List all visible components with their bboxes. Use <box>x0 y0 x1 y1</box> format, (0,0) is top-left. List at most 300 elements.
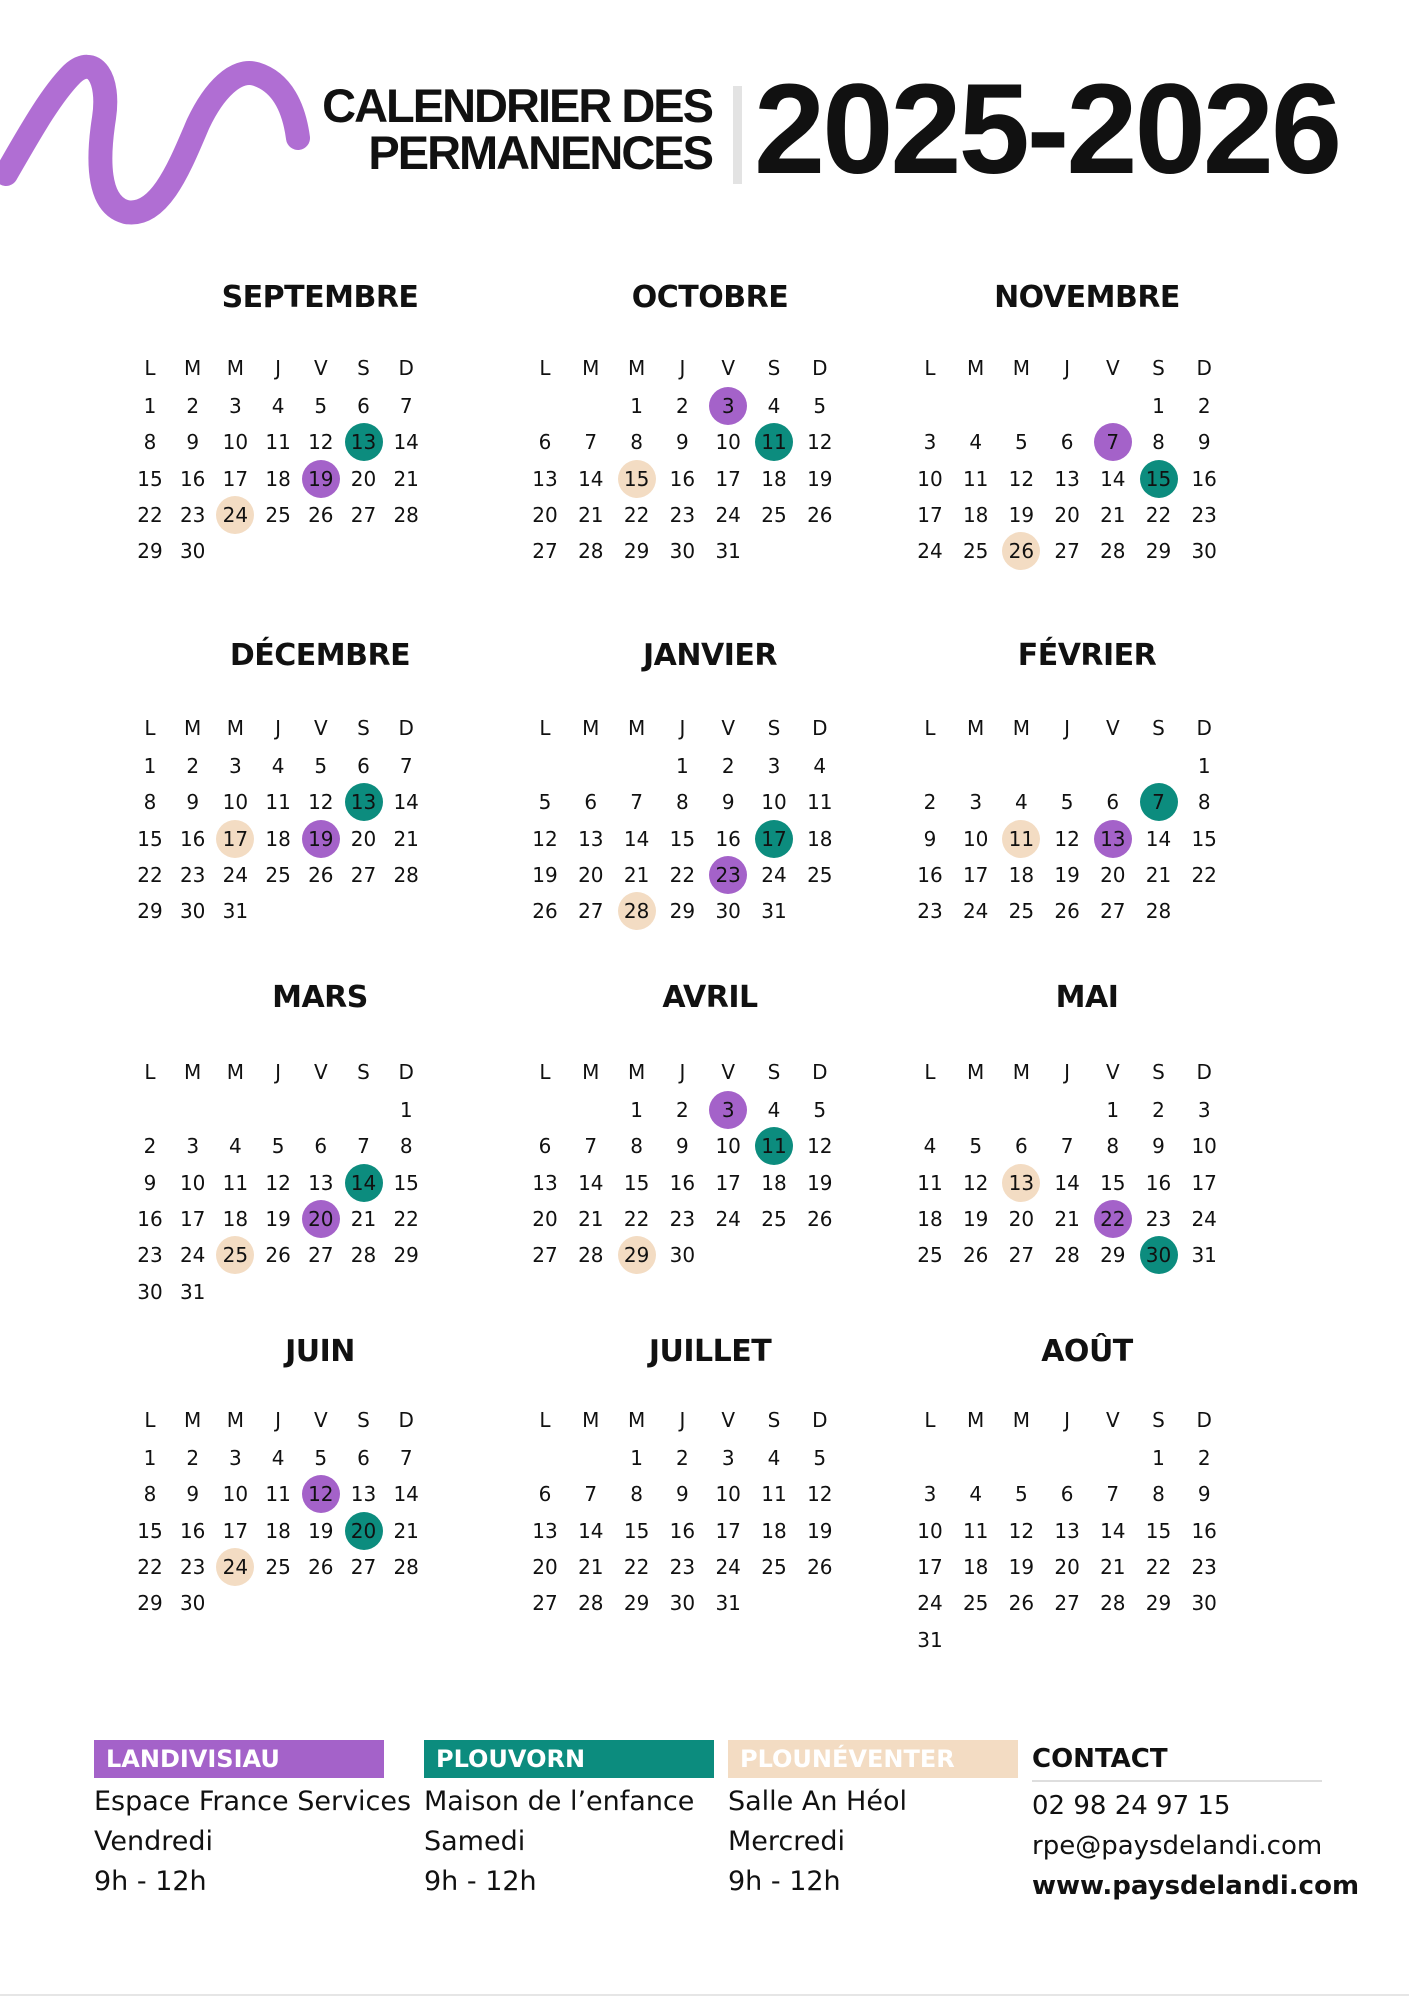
calendar-day: 24 <box>761 862 787 887</box>
weekday-label: D <box>398 356 414 380</box>
calendar-day: 7 <box>584 1134 598 1159</box>
calendar-day: 4 <box>229 1134 242 1159</box>
calendar-day: 27 <box>350 1554 377 1579</box>
calendar-day: 4 <box>969 1482 983 1507</box>
calendar-day: 10 <box>715 1482 741 1507</box>
calendar-day: 15 <box>137 1518 163 1543</box>
calendar-day: 21 <box>623 862 650 887</box>
calendar-day: 15 <box>137 826 163 851</box>
calendar-day: 22 <box>1191 862 1217 887</box>
weekday-label: L <box>144 1060 156 1084</box>
weekday-label: L <box>924 1060 936 1084</box>
calendar-day: 10 <box>962 826 989 851</box>
calendar-day: 21 <box>393 1518 419 1543</box>
calendar-day: 28 <box>393 502 419 527</box>
calendar-day: 1 <box>1197 754 1211 778</box>
weekday-label: S <box>767 1060 781 1084</box>
weekday-label: J <box>275 1060 282 1084</box>
permanence-day-plouvorn: 14 <box>345 1168 383 1198</box>
calendar-day: 29 <box>623 539 650 564</box>
calendar-day: 2 <box>676 1446 689 1470</box>
calendar-day: 11 <box>761 1482 787 1507</box>
calendar-day: 5 <box>813 394 827 418</box>
calendar-day: 8 <box>143 790 157 815</box>
weekday-label: J <box>275 716 282 740</box>
calendar-day: 6 <box>357 754 370 778</box>
calendar-day: 6 <box>357 394 370 418</box>
calendar-day: 21 <box>1145 862 1172 887</box>
calendar-day: 2 <box>186 394 200 418</box>
calendar-day: 16 <box>1191 466 1217 491</box>
calendar-day: 24 <box>1191 1206 1217 1231</box>
calendar-day: 3 <box>229 754 242 778</box>
calendar-day: 26 <box>807 1554 833 1579</box>
calendar-day: 27 <box>350 862 377 887</box>
calendar-day: 16 <box>179 826 206 851</box>
calendar-day: 7 <box>584 1482 598 1507</box>
calendar-day: 14 <box>623 826 650 851</box>
calendar-day: 9 <box>186 790 200 815</box>
calendar-day: 1 <box>1106 1098 1120 1122</box>
calendar-day: 29 <box>137 539 163 564</box>
calendar-day: 18 <box>962 1554 989 1579</box>
calendar-day: 18 <box>761 1518 787 1543</box>
calendar-day: 27 <box>1100 899 1126 924</box>
permanence-day-landivisiau: 12 <box>302 1479 340 1509</box>
month-title: JANVIER <box>643 638 777 673</box>
calendar-day: 19 <box>807 1170 833 1195</box>
calendar-day: 8 <box>143 1482 157 1507</box>
contact-block <box>1032 1740 1360 1906</box>
calendar-day: 18 <box>807 826 833 851</box>
calendar-day: 22 <box>1145 1554 1172 1579</box>
calendar-day: 6 <box>1015 1134 1028 1159</box>
calendar-day: 5 <box>314 1446 328 1470</box>
calendar-day: 31 <box>1191 1243 1217 1268</box>
calendar-day: 11 <box>917 1170 943 1195</box>
weekday-label: M <box>226 1060 245 1084</box>
site-plouneventer-day: Mercredi <box>728 1826 846 1857</box>
calendar-day: 27 <box>1054 1591 1080 1616</box>
calendar-day: 12 <box>308 430 334 455</box>
calendar-day: 3 <box>721 1446 735 1470</box>
permanence-day-plouvorn: 11 <box>755 1131 793 1161</box>
calendar-day: 26 <box>308 1554 334 1579</box>
calendar-day: 31 <box>715 1591 741 1616</box>
weekday-label: V <box>721 1060 736 1084</box>
calendar-day: 4 <box>271 394 285 418</box>
site-landivisiau-hours: 9h - 12h <box>94 1866 207 1897</box>
calendar-day: 10 <box>715 430 741 455</box>
calendar-day: 21 <box>393 466 419 491</box>
calendar-day: 22 <box>623 502 650 527</box>
calendar-day: 9 <box>676 1482 689 1507</box>
calendar-day: 10 <box>222 790 249 815</box>
month-title: JUIN <box>285 1334 355 1369</box>
calendar-day: 10 <box>1191 1134 1217 1159</box>
calendar-day: 28 <box>578 1243 604 1268</box>
month-title: AVRIL <box>662 980 758 1015</box>
calendar-day: 30 <box>179 539 206 564</box>
calendar-day: 10 <box>917 466 943 491</box>
calendar-day: 27 <box>578 899 604 924</box>
calendar-day: 21 <box>350 1206 377 1231</box>
calendar-day: 13 <box>1054 466 1080 491</box>
calendar-day: 18 <box>962 502 989 527</box>
calendar-day: 9 <box>676 1134 689 1159</box>
weekday-label: J <box>1064 1408 1071 1432</box>
calendar-day: 14 <box>1100 466 1126 491</box>
calendar-day: 19 <box>807 1518 833 1543</box>
site-plouneventer-place: Salle An Héol <box>728 1786 907 1817</box>
calendar-day: 27 <box>1008 1243 1035 1268</box>
calendar-day: 21 <box>1100 1554 1126 1579</box>
permanence-day-landivisiau: 3 <box>709 1095 747 1125</box>
month-title: JUILLET <box>648 1334 772 1369</box>
calendar-day: 30 <box>179 1591 206 1616</box>
weekday-label: M <box>582 356 600 380</box>
calendar-day: 21 <box>578 502 604 527</box>
weekday-label: M <box>967 1060 985 1084</box>
calendar-day: 3 <box>229 394 242 418</box>
site-plouneventer-banner: PLOUNÉVENTER <box>728 1740 1018 1778</box>
calendar-day: 28 <box>578 1591 604 1616</box>
calendar-day: 23 <box>179 862 206 887</box>
calendar-day: 23 <box>1191 502 1217 527</box>
calendar-day: 19 <box>1008 1554 1035 1579</box>
bottom-rule <box>0 1994 1409 1996</box>
legend-footer <box>0 1740 1409 1940</box>
calendar-day: 4 <box>271 754 285 778</box>
calendar-day: 31 <box>715 539 741 564</box>
calendar-day: 28 <box>1100 1591 1126 1616</box>
calendar-day: 29 <box>1145 1591 1172 1616</box>
calendar-day: 14 <box>578 466 604 491</box>
calendar-day: 8 <box>1152 430 1165 455</box>
calendar-day: 6 <box>538 430 552 455</box>
calendar-day: 28 <box>350 1243 377 1268</box>
calendar-day: 24 <box>962 899 989 924</box>
weekday-label: M <box>184 716 202 740</box>
calendar-day: 17 <box>715 1518 741 1543</box>
calendar-day: 25 <box>1008 899 1035 924</box>
calendar-day: 20 <box>532 502 558 527</box>
calendar-day: 17 <box>715 466 741 491</box>
weekday-label: V <box>721 356 736 380</box>
calendar-day: 5 <box>271 1134 285 1159</box>
calendar-day: 4 <box>813 754 827 778</box>
calendar-day: 20 <box>1100 862 1126 887</box>
calendar-day: 7 <box>1106 1482 1120 1507</box>
calendar-day: 15 <box>1191 826 1217 851</box>
weekday-label: J <box>1064 1060 1071 1084</box>
calendar-day: 28 <box>393 1554 419 1579</box>
month-title: NOVEMBRE <box>994 280 1180 315</box>
weekday-label: M <box>184 1060 202 1084</box>
calendar-day: 30 <box>715 899 741 924</box>
weekday-label: S <box>1152 356 1165 380</box>
weekday-label: M <box>627 1408 646 1432</box>
calendar-day: 16 <box>137 1206 163 1231</box>
calendar-day: 11 <box>265 1482 291 1507</box>
calendar-day: 18 <box>222 1206 249 1231</box>
calendar-day: 16 <box>179 1518 206 1543</box>
calendar-day: 14 <box>578 1170 604 1195</box>
calendar-day: 13 <box>532 466 558 491</box>
permanence-day-plouneventer: 11 <box>1002 824 1040 854</box>
calendar-day: 6 <box>1060 1482 1074 1507</box>
calendar-day: 4 <box>767 1098 781 1122</box>
calendar-day: 29 <box>669 899 696 924</box>
calendar-day: 9 <box>186 1482 200 1507</box>
calendar-day: 20 <box>1008 1206 1035 1231</box>
calendar-day: 11 <box>265 790 291 815</box>
calendar-day: 9 <box>923 826 937 851</box>
calendar-day: 23 <box>179 502 206 527</box>
weekday-label: S <box>1152 1408 1165 1432</box>
calendar-day: 22 <box>137 502 163 527</box>
month-title: OCTOBRE <box>631 280 789 315</box>
calendar-day: 20 <box>1054 1554 1080 1579</box>
calendar-day: 22 <box>137 862 163 887</box>
calendar-day: 22 <box>623 1554 650 1579</box>
calendar-day: 7 <box>630 790 643 815</box>
calendar-day: 6 <box>357 1446 370 1470</box>
weekday-label: M <box>1012 716 1031 740</box>
calendar-day: 18 <box>265 826 291 851</box>
weekday-label: J <box>679 1060 686 1084</box>
site-landivisiau-day: Vendredi <box>94 1826 213 1857</box>
calendar-day: 12 <box>1054 826 1080 851</box>
calendar-day: 1 <box>399 1098 413 1122</box>
calendar-day: 10 <box>761 790 787 815</box>
calendar-day: 15 <box>393 1170 419 1195</box>
calendar-day: 14 <box>578 1518 604 1543</box>
site-plouneventer-hours: 9h - 12h <box>728 1866 841 1897</box>
calendar-day: 21 <box>578 1554 604 1579</box>
site-landivisiau <box>94 1740 412 1902</box>
calendar-day: 25 <box>265 502 291 527</box>
calendar-day: 19 <box>962 1206 989 1231</box>
permanence-day-plouneventer: 25 <box>216 1240 254 1270</box>
calendar-day: 23 <box>179 1554 206 1579</box>
calendar-day: 20 <box>532 1554 558 1579</box>
weekday-label: V <box>1105 716 1120 740</box>
calendar-day: 5 <box>1060 790 1074 815</box>
calendar-day: 14 <box>1054 1170 1080 1195</box>
calendar-day: 2 <box>1152 1098 1165 1122</box>
calendar-day: 5 <box>813 1446 827 1470</box>
contact-email[interactable]: rpe@paysdelandi.com <box>1032 1831 1323 1861</box>
calendar-day: 15 <box>137 466 163 491</box>
calendar-day: 17 <box>222 466 249 491</box>
calendar-day: 1 <box>143 394 157 418</box>
calendar-day: 12 <box>807 1134 833 1159</box>
month-title: AOÛT <box>1041 1334 1133 1369</box>
calendar-day: 25 <box>962 539 989 564</box>
calendar-day: 6 <box>1060 430 1074 455</box>
calendar-day: 13 <box>1054 1518 1080 1543</box>
calendar-day: 2 <box>923 790 937 815</box>
calendar-day: 26 <box>962 1243 989 1268</box>
weekday-label: J <box>275 356 282 380</box>
month-title: SEPTEMBRE <box>221 280 419 315</box>
calendar-day: 17 <box>222 1518 249 1543</box>
weekday-label: M <box>184 356 202 380</box>
calendar-day: 21 <box>393 826 419 851</box>
calendar-day: 25 <box>917 1243 943 1268</box>
calendar-day: 14 <box>393 430 419 455</box>
calendar-day: 4 <box>767 1446 781 1470</box>
calendar-day: 12 <box>308 790 334 815</box>
calendar-day: 22 <box>623 1206 650 1231</box>
month-title: MARS <box>272 980 368 1015</box>
permanence-day-plouvorn: 13 <box>345 427 383 457</box>
weekday-label: M <box>184 1408 202 1432</box>
calendar-day: 3 <box>923 430 937 455</box>
weekday-label: M <box>627 1060 646 1084</box>
calendar-day: 10 <box>222 430 249 455</box>
calendar-day: 3 <box>1197 1098 1211 1122</box>
calendar-day: 1 <box>143 1446 157 1470</box>
calendar-day: 4 <box>969 430 983 455</box>
calendar-day: 13 <box>308 1170 334 1195</box>
title-line-2: PERMANENCES <box>368 126 712 179</box>
contact-website[interactable]: www.paysdelandi.com <box>1032 1871 1360 1901</box>
calendar-day: 8 <box>1152 1482 1165 1507</box>
calendar-day: 16 <box>1191 1518 1217 1543</box>
weekday-label: J <box>1064 716 1071 740</box>
weekday-label: V <box>721 716 736 740</box>
calendar-day: 15 <box>623 1170 650 1195</box>
permanence-day-landivisiau: 3 <box>709 391 747 421</box>
month-title: DÉCEMBRE <box>229 638 411 673</box>
calendar-day: 2 <box>676 1098 689 1122</box>
calendar-day: 23 <box>669 502 696 527</box>
permanence-day-plouvorn: 20 <box>345 1516 383 1546</box>
calendar-day: 20 <box>578 862 604 887</box>
weekday-label: M <box>967 1408 985 1432</box>
calendar-day: 19 <box>1054 862 1080 887</box>
calendar-day: 14 <box>1100 1518 1126 1543</box>
weekday-label: L <box>144 716 156 740</box>
calendar-day: 17 <box>917 502 943 527</box>
weekday-label: M <box>226 716 245 740</box>
calendar-day: 10 <box>179 1170 206 1195</box>
calendar-day: 19 <box>308 1518 334 1543</box>
weekday-label: S <box>357 1060 370 1084</box>
site-plouvorn <box>424 1740 714 1902</box>
calendar-day: 25 <box>807 862 833 887</box>
weekday-label: M <box>1012 356 1031 380</box>
calendar-day: 11 <box>807 790 833 815</box>
contact-phone[interactable]: 02 98 24 97 15 <box>1032 1791 1231 1821</box>
calendar-day: 22 <box>393 1206 419 1231</box>
calendar-day: 26 <box>1008 1591 1035 1616</box>
calendar-day: 29 <box>137 899 163 924</box>
calendar-day: 23 <box>1145 1206 1172 1231</box>
calendar-day: 26 <box>807 502 833 527</box>
calendar-day: 2 <box>1197 1446 1211 1470</box>
weekday-label: V <box>721 1408 736 1432</box>
school-year-title: 2025-2026 <box>754 58 1340 201</box>
weekday-label: L <box>924 716 936 740</box>
calendar-day: 28 <box>578 539 604 564</box>
calendar-day: 7 <box>357 1134 370 1159</box>
weekday-label: V <box>1105 1060 1120 1084</box>
calendar-day: 18 <box>761 466 787 491</box>
calendar-day: 9 <box>1152 1134 1165 1159</box>
calendar-day: 1 <box>1152 1446 1165 1470</box>
calendar-day: 23 <box>669 1206 696 1231</box>
weekday-label: J <box>1064 356 1071 380</box>
weekday-label: M <box>967 716 985 740</box>
calendar-day: 28 <box>393 862 419 887</box>
calendar-day: 31 <box>179 1279 206 1304</box>
site-landivisiau-banner: LANDIVISIAU <box>94 1740 384 1778</box>
calendar-day: 30 <box>669 539 696 564</box>
calendar-day: 29 <box>393 1243 419 1268</box>
permanence-day-landivisiau: 23 <box>709 860 747 890</box>
calendar-day: 5 <box>314 754 328 778</box>
calendar-day: 17 <box>917 1554 943 1579</box>
calendar-day: 31 <box>917 1627 943 1652</box>
calendar-day: 5 <box>1015 430 1028 455</box>
calendar-day: 8 <box>143 430 157 455</box>
calendar-day: 9 <box>1197 1482 1211 1507</box>
calendar-day: 24 <box>917 1591 943 1616</box>
weekday-label: S <box>357 716 370 740</box>
permanence-day-plouneventer: 17 <box>216 824 254 854</box>
calendar-day: 12 <box>807 1482 833 1507</box>
weekday-label: M <box>582 1060 600 1084</box>
calendar-day: 11 <box>265 430 291 455</box>
calendar-day: 1 <box>1152 394 1165 418</box>
calendar-day: 24 <box>715 1206 741 1231</box>
weekday-label: D <box>812 716 828 740</box>
calendar-day: 20 <box>350 466 377 491</box>
calendar-day: 23 <box>669 1554 696 1579</box>
calendar-day: 19 <box>532 862 558 887</box>
calendar-day: 1 <box>143 754 157 778</box>
weekday-label: L <box>144 1408 156 1432</box>
calendar-day: 18 <box>761 1170 787 1195</box>
calendar-day: 24 <box>222 862 249 887</box>
calendar-day: 15 <box>623 1518 650 1543</box>
calendar-day: 11 <box>222 1170 249 1195</box>
calendar-day: 1 <box>630 1446 643 1470</box>
calendar-day: 12 <box>962 1170 989 1195</box>
weekday-label: L <box>924 1408 936 1432</box>
weekday-label: S <box>767 716 781 740</box>
calendar-day: 26 <box>1054 899 1080 924</box>
calendar-day: 13 <box>578 826 604 851</box>
permanence-day-plouvorn: 30 <box>1140 1240 1178 1270</box>
calendar-day: 14 <box>1145 826 1172 851</box>
calendar-day: 22 <box>1145 502 1172 527</box>
calendar-day: 7 <box>584 430 598 455</box>
calendar-day: 30 <box>669 1243 696 1268</box>
calendar-day: 5 <box>538 790 552 815</box>
weekday-label: L <box>539 716 551 740</box>
site-landivisiau-place: Espace France Services <box>94 1786 412 1817</box>
permanence-day-landivisiau: 13 <box>1094 824 1132 854</box>
calendar-day: 2 <box>143 1134 157 1159</box>
calendar-day: 19 <box>265 1206 291 1231</box>
calendar-day: 24 <box>715 502 741 527</box>
calendar-day: 6 <box>538 1482 552 1507</box>
calendar-day: 3 <box>923 1482 937 1507</box>
